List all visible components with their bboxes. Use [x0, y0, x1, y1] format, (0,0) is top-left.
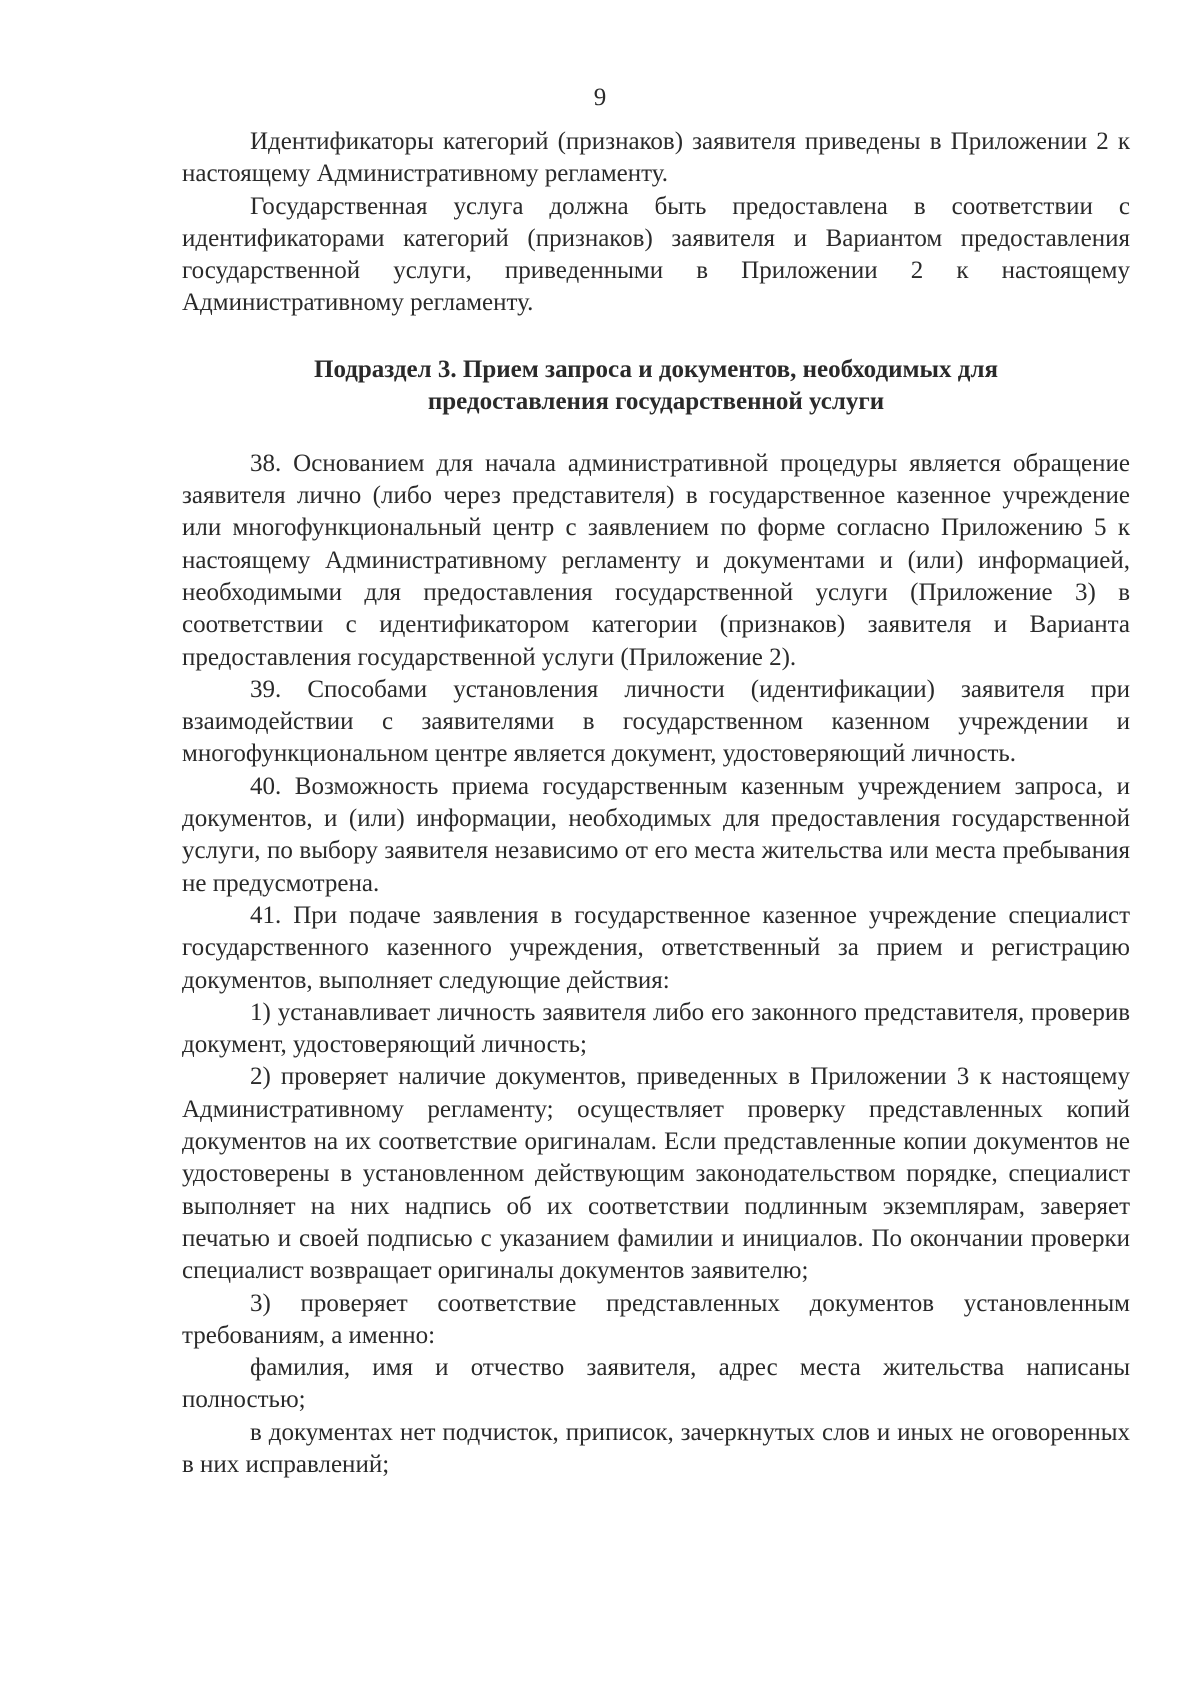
paragraph: 39. Способами установления личности (идентификации) заявителя при взаимодействии с заявителями в государственном казенном учреждении и многофункциональном центре является документ, удостоверяющий личность. [182, 675, 1130, 768]
paragraph: 38. Основанием для начала административной процедуры является обращение заявителя лично (либо через представителя) в государственное казенное учреждение или многофункциональный центр с заявлением по форме согласно Приложению 5 к настоящему Административному регламенту и документами и (или) информацией, необходимыми для предоставления государственной услуги (Приложение 3) в соответствии с идентификатором категории (признаков) заявителя и Варианта предоставления государственной услуги (Приложение 2). [182, 449, 1130, 671]
paragraph: 1) устанавливает личность заявителя либо его законного представителя, проверив документ, удостоверяющий личность; [182, 998, 1130, 1059]
paragraph: в документах нет подчисток, приписок, зачеркнутых слов и иных не оговоренных в них исправлений; [182, 1418, 1130, 1478]
paragraph: Государственная услуга должна быть предоставлена в соответствии с идентификаторами категорий (признаков) заявителя и Вариантом предоставления государственной услуги, приведенными в Приложении 2 к настоящему Административному регламенту. [182, 192, 1130, 317]
section-heading [182, 354, 1130, 418]
paragraph: Идентификаторы категорий (признаков) заявителя приведены в Приложении 2 к настоящему Административному регламенту. [182, 128, 1130, 188]
paragraph: 40. Возможность приема государственным казенным учреждением запроса, и документов, и (или) информации, необходимых для предоставления государственной услуги, по выбору заявителя независимо от его места жительства или места пребывания не предусмотрена. [182, 772, 1130, 897]
paragraph: 3) проверяет соответствие представленных документов установленным требованиям, а именно: [182, 1289, 1130, 1349]
section-heading-line: Подраздел 3. Прием запроса и документов, необходимых для [314, 355, 998, 383]
document-body [182, 126, 1130, 1481]
page-number: 9 [593, 84, 607, 111]
section-heading-line: предоставления государственной услуги [427, 387, 885, 415]
paragraph: фамилия, имя и отчество заявителя, адрес места жительства написаны полностью; [182, 1354, 1130, 1414]
paragraph: 41. При подаче заявления в государственное казенное учреждение специалист государственного казенного учреждения, ответственный за прием и регистрацию документов, выполняет следующие действия: [182, 901, 1130, 994]
paragraph: 2) проверяет наличие документов, приведенных в Приложении 3 к настоящему Административному регламенту; осуществляет проверку представленных копий документов на их соответствие оригиналам. Если представленные копии документов не удостоверены в установленном действующим законодательством порядке, специалист выполняет на них надпись об их соответствии подлинным экземплярам, заверяет печатью и своей подписью с указанием фамилии и инициалов. По окончании проверки специалист возвращает оригиналы документов заявителю; [182, 1063, 1130, 1285]
